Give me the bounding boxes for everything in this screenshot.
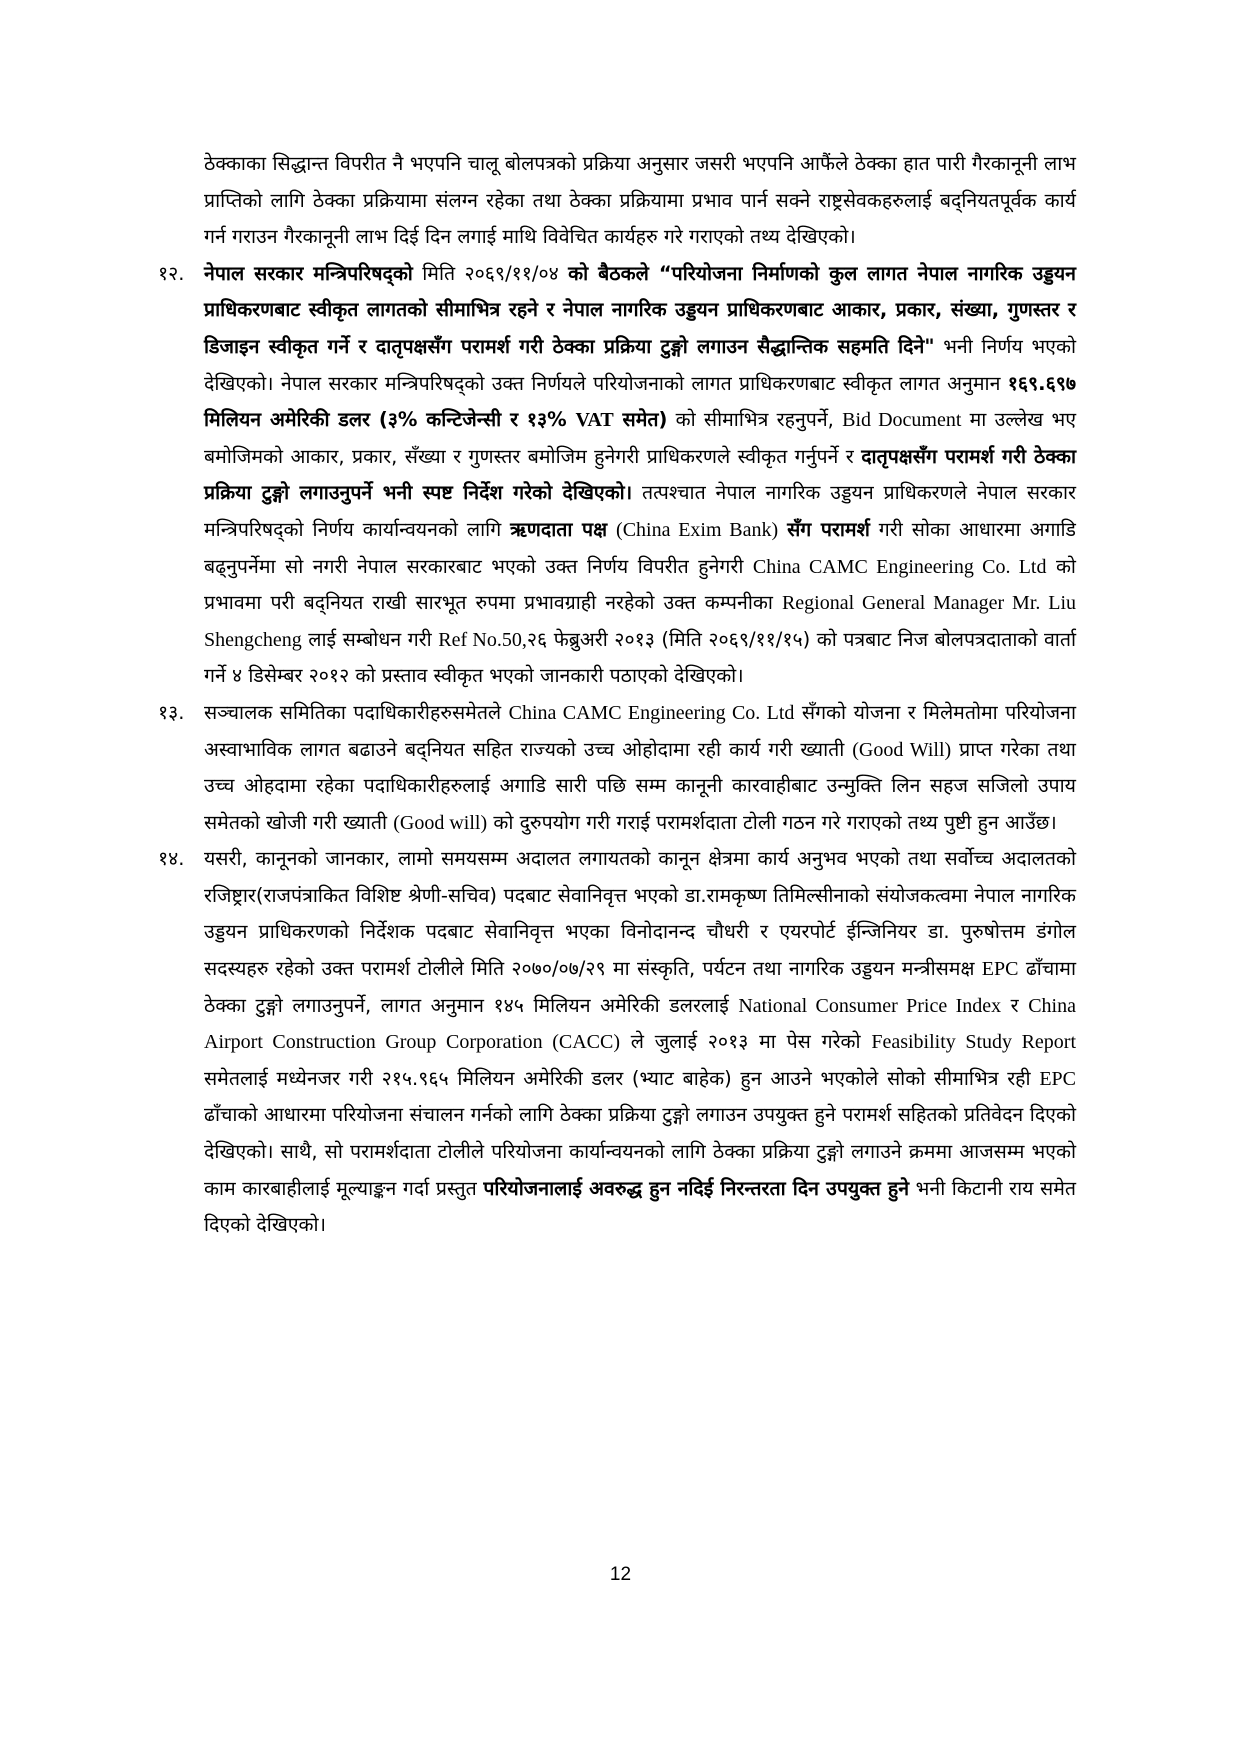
paragraph-number: १४. (158, 847, 185, 871)
paragraph-number: १३. (158, 700, 185, 724)
text-run: मा उल्लेख भए बमोजिमको आकार, प्रकार, सँख्या र गुणस्तर बमोजिम हुनेगरी प्राधिकरणले स्वीकृत गर्नुपर्ने र (204, 408, 1076, 468)
text-run: यसरी, कानूनको जानकार, लामो समयसम्म अदालत लगायतको कानून क्षेत्रमा कार्य अनुभव भएको तथा सर्वोच्च अदालतको रजिष्ट्रार(राजपंत्राकित विशिष्ट श्रेणी-सचिव) पदबाट सेवानिवृत्त भएको डा.रामकृष्ण तिमिल्सीनाको संयोजकत्वमा नेपाल नागरिक उड्डयन प्राधिकरणको निर्देशक पदबाट सेवानिवृत्त भएका विनोदानन्द चौधरी र एयरपोर्ट ईन्जिनियर डा. पुरुषोत्तम डंगोल सदस्यहरु रहेको उक्त परामर्श टोलीले मिति २०७०/०७/२९ मा संस्कृति, पर्यटन तथा नागरिक उड्डयन मन्त्रीसमक्ष (204, 847, 1076, 981)
latin-text-run: National Consumer Price Index (738, 994, 1002, 1017)
text-run (607, 518, 616, 541)
bold-text-run: VAT (575, 409, 614, 432)
bold-text-run: सँग परामर्श (787, 517, 870, 541)
latin-text-run: China CAMC Engineering Co. Ltd (752, 555, 1047, 578)
bold-text-run: ऋणदाता पक्ष (510, 517, 608, 541)
text-run: सञ्चालक समितिका पदाधिकारीहरुसमेतले (204, 700, 509, 724)
text-run (778, 518, 787, 541)
latin-text-run: (Good will) (393, 811, 488, 834)
text-run: प्राप्त गरेका तथा उच्च ओहदामा रहेका पदाधिकारीहरुलाई अगाडि सारी पछि सम्म कानूनी कारवाहीबाट उन्मुक्ति लिन सहज सजिलो उपाय समेतको खोजी गरी ख्याती (204, 737, 1076, 834)
numbered-paragraph-13 (158, 695, 1077, 841)
page-number: 12 (609, 1564, 632, 1585)
text-run: लाई सम्बोधन गरी (301, 627, 439, 651)
text-run: गरी सोका आधारमा अगाडि बढ्नुपर्नेमा सो नगरी नेपाल सरकारबाट भएको उक्त निर्णय विपरीत हुनेगरी (204, 517, 1076, 578)
latin-text-run: China Airport Construction Group Corporation (CACC) (204, 994, 1076, 1054)
paragraph-number: १२. (158, 261, 185, 285)
paragraph-text (204, 701, 1076, 834)
bold-text-run: समेत) (613, 408, 668, 432)
bold-text-run: परियोजनालाई अवरुद्ध हुन नदिई निरन्तरता दिन उपयुक्त हुने (483, 1176, 910, 1200)
numbered-paragraph-14 (158, 841, 1077, 1244)
bold-text-run: नेपाल सरकार मन्त्रिपरिषद्को (204, 261, 413, 285)
text-run: सँगको योजना र मिलेमतोमा परियोजना अस्वाभाविक लागत बढाउने बद्नियत सहित राज्यको उच्च ओहोदामा रही कार्य गरी ख्याती (204, 700, 1077, 761)
text-run: र (1001, 993, 1029, 1017)
text-run: को दुरुपयोग गरी गराई परामर्शदाता टोली गठन गरे गराएको तथ्य पुष्टी हुन आउँछ। (487, 810, 1057, 834)
latin-text-run: Ref No.50, (438, 628, 527, 651)
text-run: तत्पश्चात नेपाल नागरिक उड्डयन प्राधिकरणले नेपाल सरकार मन्त्रिपरिषद्को निर्णय कार्यान्वयनको लागि (204, 481, 1076, 541)
text-run: भनी किटानी राय समेत दिएको देखिएको। (204, 1176, 1076, 1237)
latin-text-run: China CAMC Engineering Co. Ltd (508, 701, 795, 724)
text-run: ढाँचाको आधारमा परियोजना संचालन गर्नको लागि ठेक्का प्रक्रिया टुङ्गो लगाउन उपयुक्त हुने परामर्श सहितको प्रतिवेदन दिएको देखिएको। साथै, सो परामर्शदाता टोलीले परियोजना कार्यान्वयनको लागि ठेक्का प्रक्रिया टुङ्गो लगाउने क्रममा आजसम्म भएको काम कारबाहीलाई मूल्याङ्कन गर्दा प्रस्तुत (204, 1103, 1076, 1200)
text-run: को सीमाभित्र रहनुपर्ने, (667, 408, 843, 432)
text-run: ढाँचामा ठेक्का टुङ्गो लगाउनुपर्ने, लागत अनुमान १४५ मिलियन अमेरिकी डलरलाई (204, 957, 1077, 1017)
bold-text-run: को बैठकले “परियोजना निर्माणको कुल लागत नेपाल नागरिक उड्डयन प्राधिकरणबाट स्वीकृत लागतको सीमाभित्र रहने र नेपाल नागरिक उड्डयन प्राधिकरणबाट आकार, प्रकार, संख्या, गुणस्तर र डिजाइन स्वीकृत गर्ने र दातृपक्षसँग परामर्श गरी ठेक्का प्रक्रिया टुङ्गो लगाउन सैद्धान्तिक सहमति दिने" (204, 261, 1076, 358)
latin-text-run: (Good Will) (852, 738, 952, 761)
bold-text-run: १६९.६९७ मिलियन अमेरिकी डलर (३% कन्टिजेन्सी र १३% (204, 371, 1076, 432)
latin-text-run: Regional General Manager Mr. Liu Shengcheng (204, 592, 1077, 651)
numbered-paragraph-12 (158, 256, 1077, 695)
paragraph-text (204, 262, 1076, 688)
latin-text-run: Bid Document (842, 409, 962, 432)
text-run: समेतलाई मध्येनजर गरी २१५.९६५ मिलियन अमेरिकी डलर (भ्याट बाहेक) हुन आउने भएकोले सोको सीमाभित्र रही (204, 1066, 1040, 1090)
bold-text-run: दातृपक्षसँग परामर्श गरी ठेक्का प्रक्रिया टुङ्गो लगाउनुपर्ने भनी स्पष्ट निर्देश गरेको देखिएको। (204, 444, 1077, 505)
page-body (158, 146, 1077, 1244)
text-run: को प्रभावमा परी बद्नियत राखी सारभूत रुपमा प्रभावग्राही नरहेको उक्त कम्पनीका (204, 554, 1076, 615)
text-run: भनी निर्णय भएको देखिएको। नेपाल सरकार मन्त्रिपरिषद्को उक्त निर्णयले परियोजनाको लागत प्राधिकरणबाट स्वीकृत लागत अनुमान (204, 334, 1076, 395)
intro-paragraph: ठेक्काका सिद्धान्त विपरीत नै भएपनि चालू बोलपत्रको प्रक्रिया अनुसार जसरी भएपनि आफैंले ठेक्का हात पारी गैरकानूनी लाभ प्राप्तिको लागि ठेक्का प्रक्रियामा संलग्न रहेका तथा ठेक्का प्रक्रियामा प्रभाव पार्न सक्ने राष्ट्रसेवकहरुलाई बद्नियतपूर्वक कार्य गर्न गराउन गैरकानूनी लाभ दिई दिन लगाई माथि विवेचित कार्यहरु गरे गराएको तथ्य देखिएको। (204, 152, 1076, 249)
text-run: २६ फेब्रुअरी २०१३ (मिति २०६९/११/१५) को पत्रबाट निज बोलपत्रदाताको वार्ता गर्ने ४ डिसेम्बर २०१२ को प्रस्ताव स्वीकृत भएको जानकारी पठाएको देखिएको। (204, 627, 1076, 688)
text-run: ले जुलाई २०१३ मा पेस गरेको (619, 1030, 872, 1054)
latin-text-run: EPC (1039, 1067, 1076, 1090)
latin-text-run: (China Exim Bank) (616, 518, 779, 541)
paragraph-text (204, 847, 1076, 1236)
latin-text-run: Feasibility Study Report (871, 1031, 1077, 1054)
text-run: मिति २०६९/११/०४ (412, 261, 569, 285)
latin-text-run: EPC (981, 958, 1019, 981)
